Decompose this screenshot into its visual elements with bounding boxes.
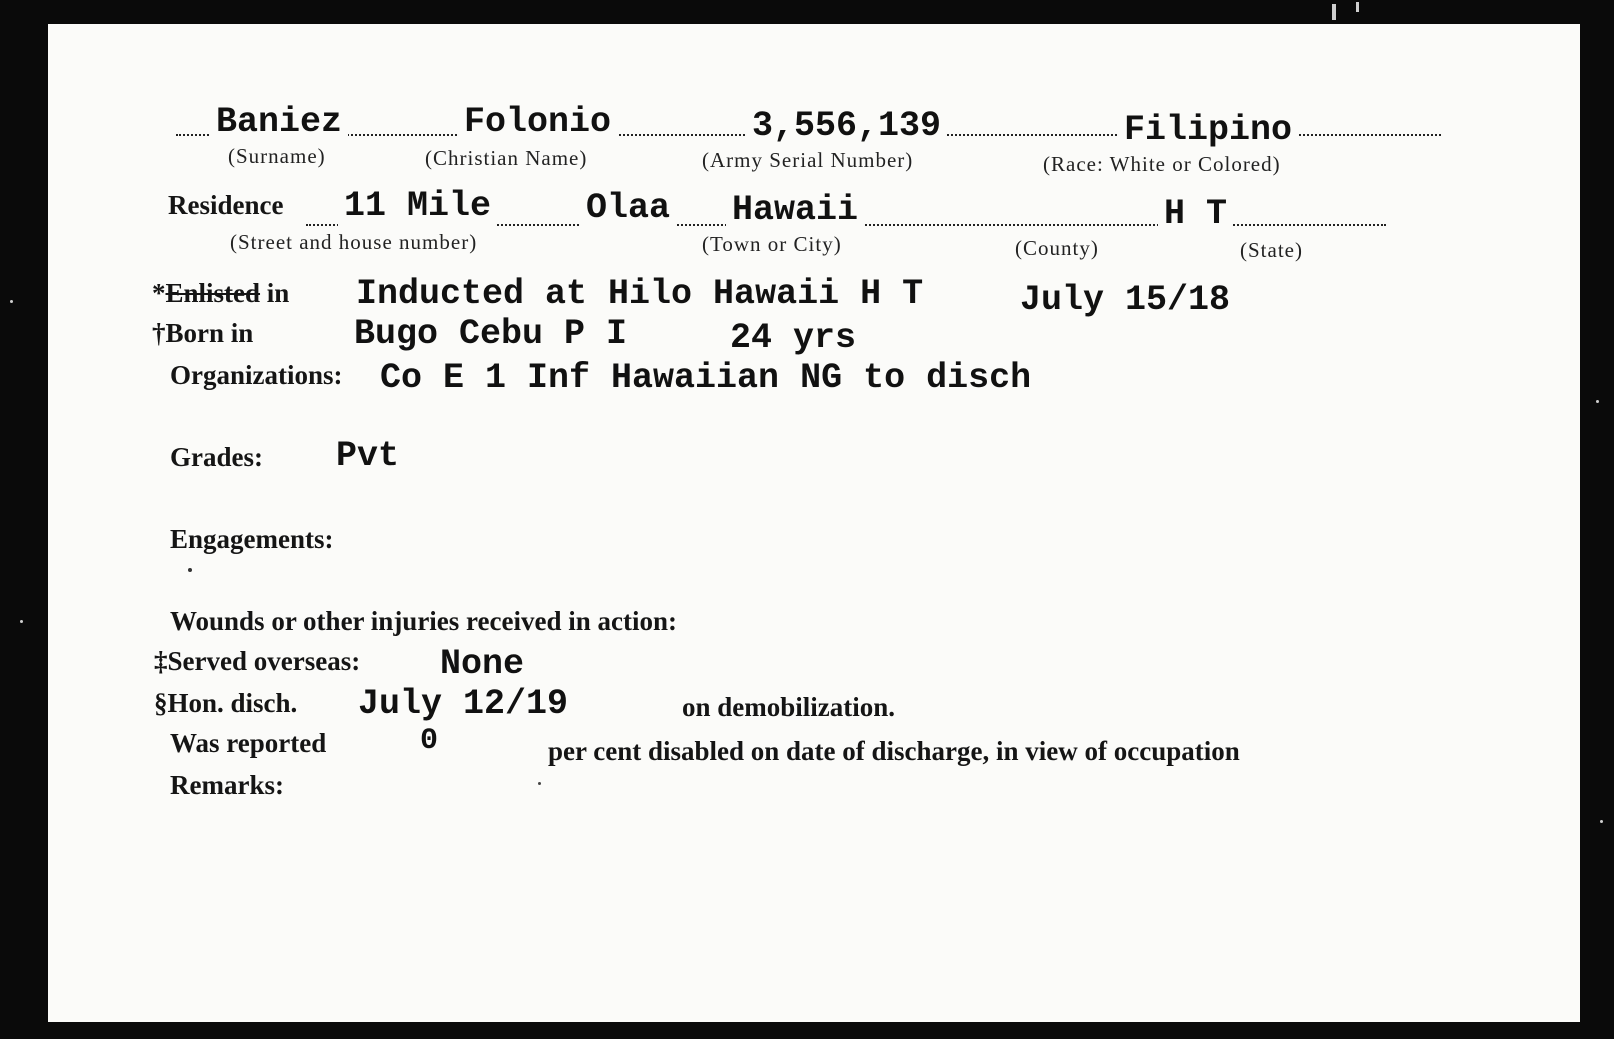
organizations-value: Co E 1 Inf Hawaiian NG to disch xyxy=(380,358,1032,398)
enlisted-date: July 15/18 xyxy=(1020,280,1231,320)
enlisted-struck-word: Enlisted xyxy=(165,278,261,308)
residence-street-value: 11 Mile xyxy=(338,186,497,226)
wounds-label: Wounds or other injuries received in action: xyxy=(170,606,678,636)
grades-value: Pvt xyxy=(336,436,400,476)
residence-label: Residence xyxy=(168,190,287,221)
enlisted-label: *Enlisted in xyxy=(152,278,290,308)
serial-number-value: 3,556,139 xyxy=(746,106,947,146)
discharge-suffix: on demobilization. xyxy=(682,692,896,722)
caption-serial-number: (Army Serial Number) xyxy=(702,148,914,172)
enlisted-value: Inducted at Hilo Hawaii H T xyxy=(356,274,924,314)
born-place-value: Bugo Cebu P I xyxy=(354,314,628,354)
service-record-card xyxy=(48,24,1580,1022)
overseas-label: ‡Served overseas: xyxy=(154,646,361,676)
border-noise xyxy=(1332,4,1336,20)
disability-label: Was reported xyxy=(170,728,327,758)
ink-speck xyxy=(538,782,541,785)
caption-surname: (Surname) xyxy=(228,144,326,168)
disability-value: 0 xyxy=(420,724,439,758)
race-value: Filipino xyxy=(1118,110,1298,150)
disability-suffix: per cent disabled on date of discharge, in view of occupation xyxy=(548,736,1240,766)
ink-speck xyxy=(188,568,192,572)
organizations-label: Organizations: xyxy=(170,360,343,390)
caption-county: (County) xyxy=(1015,236,1099,260)
residence-county-value: Hawaii xyxy=(726,190,864,230)
caption-christian-name: (Christian Name) xyxy=(425,146,588,170)
border-noise xyxy=(1600,820,1603,823)
caption-race: (Race: White or Colored) xyxy=(1043,152,1281,176)
born-age-value: 24 yrs xyxy=(730,318,857,358)
border-noise xyxy=(10,300,13,303)
grades-label: Grades: xyxy=(170,442,263,472)
engagements-label: Engagements: xyxy=(170,524,334,554)
surname-value: Baniez xyxy=(210,102,348,142)
caption-state: (State) xyxy=(1240,238,1303,262)
born-label: †Born in xyxy=(152,318,254,348)
discharge-label: §Hon. disch. xyxy=(154,688,298,718)
residence-town-value: Olaa xyxy=(580,188,676,228)
border-noise xyxy=(1356,2,1359,12)
caption-town: (Town or City) xyxy=(702,232,842,256)
residence-state-value: H T xyxy=(1158,194,1233,234)
overseas-value: None xyxy=(440,644,525,684)
christian-name-value: Folonio xyxy=(458,102,617,142)
caption-street: (Street and house number) xyxy=(230,230,478,254)
discharge-date: July 12/19 xyxy=(358,684,569,724)
border-noise xyxy=(1596,400,1599,403)
border-noise xyxy=(20,620,23,623)
remarks-label: Remarks: xyxy=(170,770,284,800)
